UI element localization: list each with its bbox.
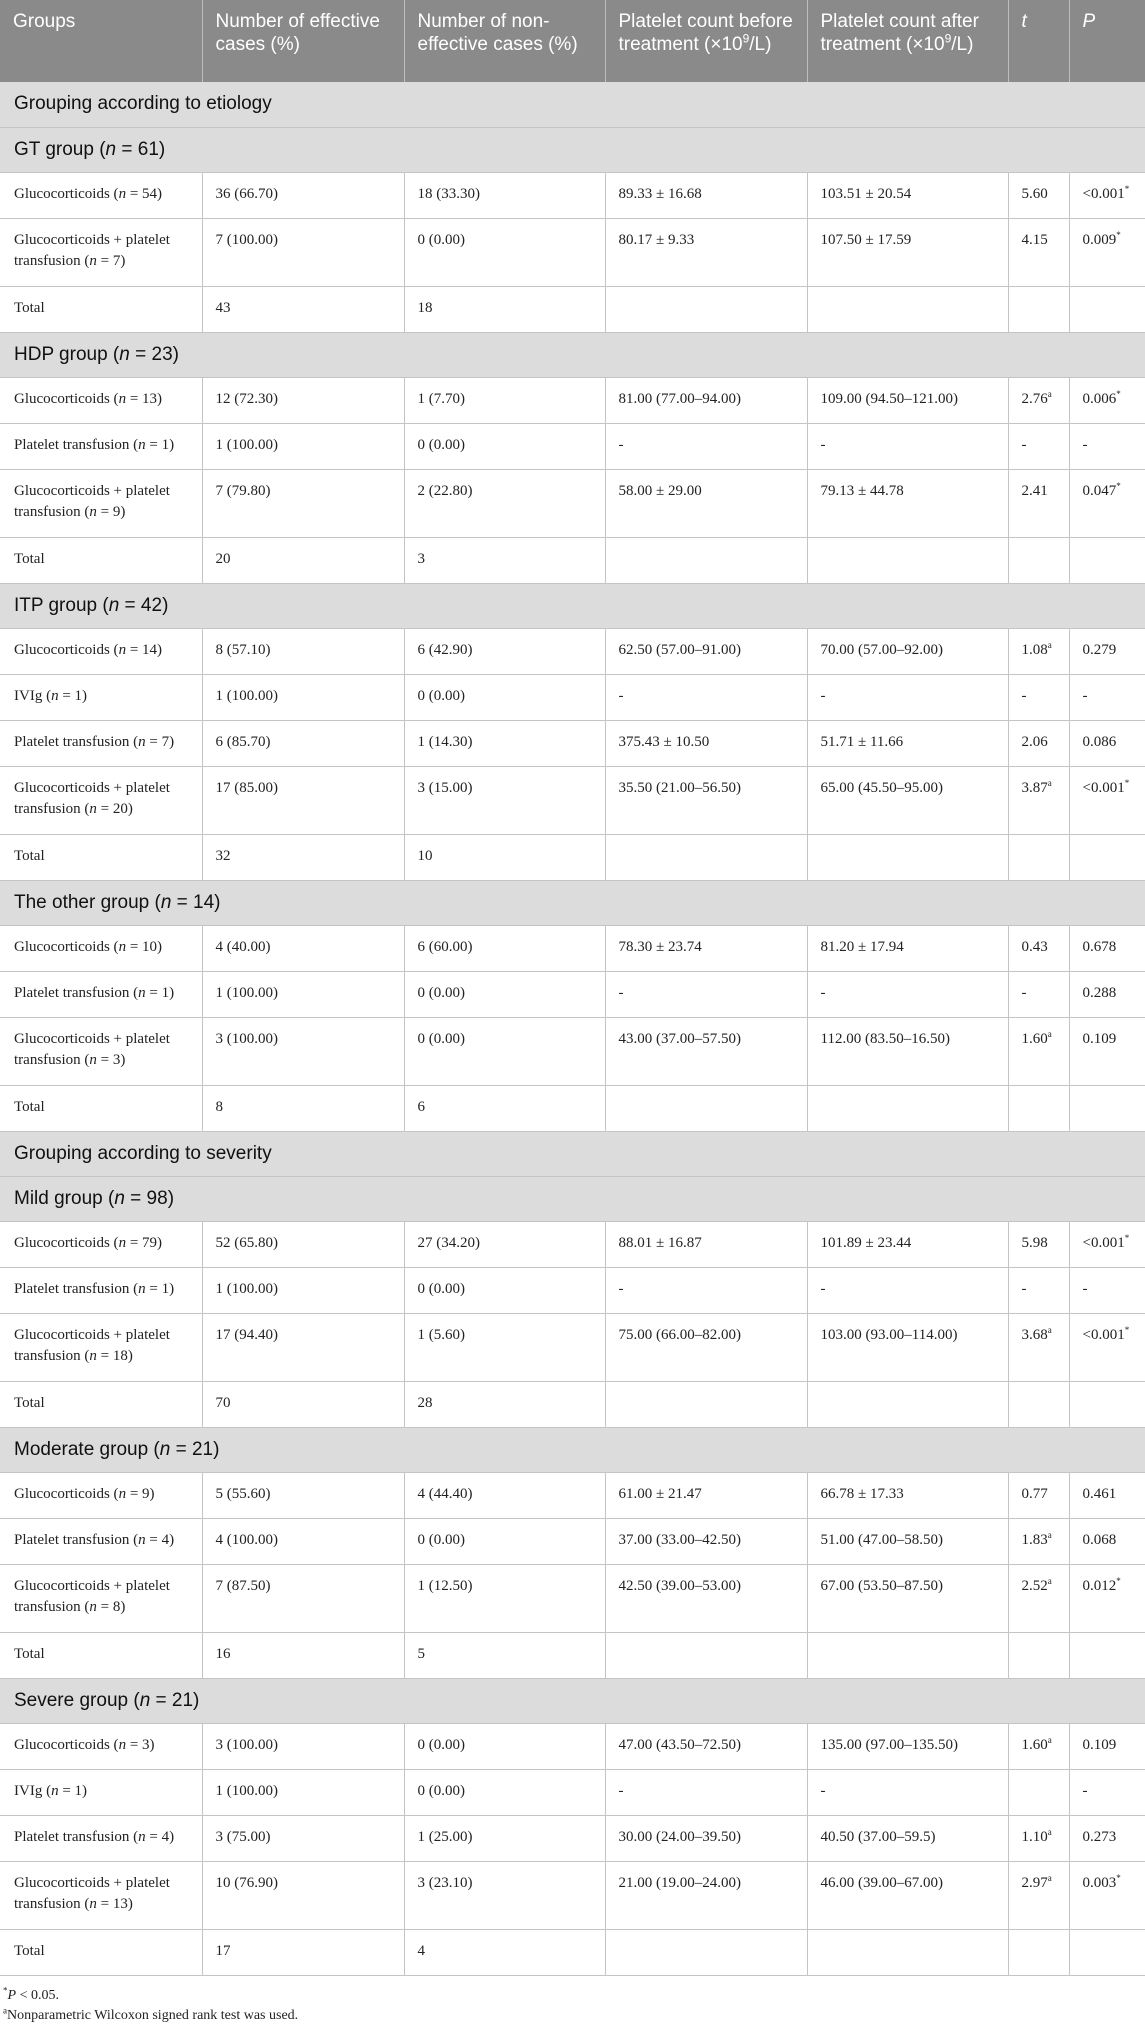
cell-noneffective: 0 (0.00) <box>404 1723 605 1769</box>
cell-t: 1.60$^a$ <box>1008 1017 1069 1085</box>
cell-p: 0.068 <box>1069 1518 1145 1564</box>
cell-p: <0.001* <box>1069 1221 1145 1267</box>
cell-p: - <box>1069 1267 1145 1313</box>
cell-t: - <box>1008 1267 1069 1313</box>
section-header-row <box>0 332 1145 377</box>
table-row <box>0 218 1145 286</box>
cell-noneffective: 18 <box>404 286 605 332</box>
cell-group: Glucocorticoids (n = 9) <box>0 1472 202 1518</box>
cell-after: 135.00 (97.00–135.50) <box>807 1723 1008 1769</box>
cell-before: 89.33 ± 16.68 <box>605 172 807 218</box>
cell-before <box>605 286 807 332</box>
cell-p: 0.273 <box>1069 1815 1145 1861</box>
footnote-wilcoxon: $^a$Nonparametric Wilcoxon signed rank test was used. <box>3 2004 299 2023</box>
table-header <box>0 0 1145 82</box>
table-row <box>0 1267 1145 1313</box>
table-row <box>0 377 1145 423</box>
cell-group: Platelet transfusion (n = 4) <box>0 1815 202 1861</box>
cell-noneffective: 0 (0.00) <box>404 1267 605 1313</box>
cell-effective: 3 (100.00) <box>202 1723 404 1769</box>
header-noneffective: Number of non-effective cases (%) <box>404 0 605 82</box>
cell-effective: 8 (57.10) <box>202 628 404 674</box>
cell-t: 1.08$^a$ <box>1008 628 1069 674</box>
header-before: Platelet count before treatment $(\times 10^9/L)$ <box>605 0 807 82</box>
cell-p: - <box>1069 423 1145 469</box>
cell-t: 3.87$^a$ <box>1008 766 1069 834</box>
cell-p: <0.001* <box>1069 766 1145 834</box>
table-row <box>0 1632 1145 1678</box>
table-row <box>0 834 1145 880</box>
cell-after: - <box>807 971 1008 1017</box>
cell-before: 375.43 ± 10.50 <box>605 720 807 766</box>
cell-noneffective: 0 (0.00) <box>404 971 605 1017</box>
cell-p: - <box>1069 1769 1145 1815</box>
cell-p: 0.006* <box>1069 377 1145 423</box>
cell-after <box>807 1929 1008 1975</box>
cell-noneffective: 27 (34.20) <box>404 1221 605 1267</box>
cell-noneffective: 0 (0.00) <box>404 218 605 286</box>
cell-effective: 4 (40.00) <box>202 925 404 971</box>
section-header-row <box>0 1427 1145 1472</box>
cell-before <box>605 834 807 880</box>
cell-p <box>1069 286 1145 332</box>
cell-group: Total <box>0 1381 202 1427</box>
table-row <box>0 720 1145 766</box>
table-row <box>0 469 1145 537</box>
cell-before: 37.00 (33.00–42.50) <box>605 1518 807 1564</box>
cell-effective: 17 <box>202 1929 404 1975</box>
cell-noneffective: 5 <box>404 1632 605 1678</box>
cell-t <box>1008 1085 1069 1131</box>
cell-group: Platelet transfusion (n = 7) <box>0 720 202 766</box>
cell-t: 1.83$^a$ <box>1008 1518 1069 1564</box>
table-body <box>0 82 1145 1975</box>
cell-after <box>807 1381 1008 1427</box>
table-row <box>0 1381 1145 1427</box>
table-row <box>0 766 1145 834</box>
cell-effective: 10 (76.90) <box>202 1861 404 1929</box>
cell-group: Glucocorticoids + platelet transfusion (n = 18) <box>0 1313 202 1381</box>
cell-t: 4.15 <box>1008 218 1069 286</box>
section-title: Mild group (n = 98) <box>0 1176 1145 1221</box>
cell-group: Total <box>0 1632 202 1678</box>
cell-before: 88.01 ± 16.87 <box>605 1221 807 1267</box>
cell-t <box>1008 834 1069 880</box>
cell-group: Total <box>0 286 202 332</box>
cell-effective: 1 (100.00) <box>202 971 404 1017</box>
section-title: Grouping according to etiology <box>0 82 1145 127</box>
cell-t: - <box>1008 423 1069 469</box>
cell-before: - <box>605 674 807 720</box>
cell-effective: 1 (100.00) <box>202 1267 404 1313</box>
table-row <box>0 1518 1145 1564</box>
table-row <box>0 1472 1145 1518</box>
cell-before: 80.17 ± 9.33 <box>605 218 807 286</box>
cell-p <box>1069 1381 1145 1427</box>
cell-effective: 7 (79.80) <box>202 469 404 537</box>
cell-noneffective: 1 (25.00) <box>404 1815 605 1861</box>
cell-p: 0.109 <box>1069 1017 1145 1085</box>
cell-group: Total <box>0 537 202 583</box>
table-row <box>0 1017 1145 1085</box>
cell-noneffective: 1 (14.30) <box>404 720 605 766</box>
cell-before <box>605 1929 807 1975</box>
cell-t: 2.06 <box>1008 720 1069 766</box>
cell-group: Platelet transfusion (n = 4) <box>0 1518 202 1564</box>
cell-t: 2.41 <box>1008 469 1069 537</box>
cell-p: 0.003* <box>1069 1861 1145 1929</box>
table-row <box>0 1929 1145 1975</box>
header-groups: Groups <box>0 0 202 82</box>
cell-t: 0.77 <box>1008 1472 1069 1518</box>
table-row <box>0 971 1145 1017</box>
cell-t <box>1008 286 1069 332</box>
cell-p: 0.086 <box>1069 720 1145 766</box>
cell-p <box>1069 1632 1145 1678</box>
cell-effective: 32 <box>202 834 404 880</box>
cell-t: 1.60$^a$ <box>1008 1723 1069 1769</box>
section-title: HDP group (n = 23) <box>0 332 1145 377</box>
cell-after: 70.00 (57.00–92.00) <box>807 628 1008 674</box>
cell-after: 79.13 ± 44.78 <box>807 469 1008 537</box>
section-title: Grouping according to severity <box>0 1131 1145 1176</box>
cell-before: 21.00 (19.00–24.00) <box>605 1861 807 1929</box>
cell-effective: 12 (72.30) <box>202 377 404 423</box>
cell-noneffective: 0 (0.00) <box>404 674 605 720</box>
cell-noneffective: 0 (0.00) <box>404 1017 605 1085</box>
cell-after <box>807 1085 1008 1131</box>
cell-after: 65.00 (45.50–95.00) <box>807 766 1008 834</box>
cell-t: - <box>1008 971 1069 1017</box>
section-header-row <box>0 1678 1145 1723</box>
cell-effective: 1 (100.00) <box>202 423 404 469</box>
section-header-row <box>0 1131 1145 1176</box>
cell-group: Glucocorticoids (n = 3) <box>0 1723 202 1769</box>
cell-group: Total <box>0 1929 202 1975</box>
table-row <box>0 925 1145 971</box>
table-row <box>0 1723 1145 1769</box>
cell-after: - <box>807 1267 1008 1313</box>
cell-t: 2.52$^a$ <box>1008 1564 1069 1632</box>
cell-after <box>807 537 1008 583</box>
cell-effective: 52 (65.80) <box>202 1221 404 1267</box>
cell-effective: 6 (85.70) <box>202 720 404 766</box>
table-row <box>0 423 1145 469</box>
header-p: P <box>1069 0 1145 82</box>
cell-after: 46.00 (39.00–67.00) <box>807 1861 1008 1929</box>
cell-group: Glucocorticoids (n = 79) <box>0 1221 202 1267</box>
cell-group: Total <box>0 1085 202 1131</box>
table-row <box>0 286 1145 332</box>
cell-group: Glucocorticoids (n = 54) <box>0 172 202 218</box>
cell-before <box>605 1381 807 1427</box>
table-row <box>0 1313 1145 1381</box>
section-title: Moderate group (n = 21) <box>0 1427 1145 1472</box>
cell-noneffective: 18 (33.30) <box>404 172 605 218</box>
cell-after: 103.51 ± 20.54 <box>807 172 1008 218</box>
cell-after: - <box>807 1769 1008 1815</box>
cell-p: 0.461 <box>1069 1472 1145 1518</box>
cell-p <box>1069 1085 1145 1131</box>
section-title: The other group (n = 14) <box>0 880 1145 925</box>
cell-noneffective: 4 (44.40) <box>404 1472 605 1518</box>
cell-group: Glucocorticoids + platelet transfusion (n = 7) <box>0 218 202 286</box>
cell-effective: 3 (75.00) <box>202 1815 404 1861</box>
cell-after: 51.71 ± 11.66 <box>807 720 1008 766</box>
footnote-significance: *P < 0.05. <box>3 1984 59 2003</box>
cell-p: 0.678 <box>1069 925 1145 971</box>
table-row <box>0 1861 1145 1929</box>
cell-after <box>807 834 1008 880</box>
section-title: Severe group (n = 21) <box>0 1678 1145 1723</box>
cell-noneffective: 28 <box>404 1381 605 1427</box>
cell-effective: 4 (100.00) <box>202 1518 404 1564</box>
cell-before: 81.00 (77.00–94.00) <box>605 377 807 423</box>
cell-effective: 36 (66.70) <box>202 172 404 218</box>
cell-noneffective: 6 (60.00) <box>404 925 605 971</box>
cell-noneffective: 2 (22.80) <box>404 469 605 537</box>
cell-noneffective: 0 (0.00) <box>404 1518 605 1564</box>
cell-t <box>1008 1381 1069 1427</box>
cell-effective: 3 (100.00) <box>202 1017 404 1085</box>
cell-after: 109.00 (94.50–121.00) <box>807 377 1008 423</box>
table-row <box>0 1564 1145 1632</box>
cell-p <box>1069 537 1145 583</box>
cell-group: Glucocorticoids + platelet transfusion (n = 13) <box>0 1861 202 1929</box>
cell-after <box>807 1632 1008 1678</box>
section-header-row <box>0 127 1145 172</box>
cell-after: 101.89 ± 23.44 <box>807 1221 1008 1267</box>
cell-group: Glucocorticoids + platelet transfusion (n = 8) <box>0 1564 202 1632</box>
table-row <box>0 674 1145 720</box>
cell-noneffective: 3 (23.10) <box>404 1861 605 1929</box>
cell-before: 42.50 (39.00–53.00) <box>605 1564 807 1632</box>
cell-p: 0.009* <box>1069 218 1145 286</box>
cell-after: 81.20 ± 17.94 <box>807 925 1008 971</box>
cell-noneffective: 4 <box>404 1929 605 1975</box>
cell-noneffective: 6 (42.90) <box>404 628 605 674</box>
cell-t: 2.97$^a$ <box>1008 1861 1069 1929</box>
cell-t <box>1008 537 1069 583</box>
cell-group: Glucocorticoids + platelet transfusion (n = 3) <box>0 1017 202 1085</box>
cell-effective: 7 (87.50) <box>202 1564 404 1632</box>
cell-before: 75.00 (66.00–82.00) <box>605 1313 807 1381</box>
cell-after: 67.00 (53.50–87.50) <box>807 1564 1008 1632</box>
cell-before: - <box>605 1267 807 1313</box>
section-title: ITP group (n = 42) <box>0 583 1145 628</box>
cell-p: - <box>1069 674 1145 720</box>
cell-after: - <box>807 423 1008 469</box>
cell-p: 0.047* <box>1069 469 1145 537</box>
cell-group: Total <box>0 834 202 880</box>
cell-p: 0.012* <box>1069 1564 1145 1632</box>
cell-before: - <box>605 971 807 1017</box>
cell-effective: 16 <box>202 1632 404 1678</box>
header-after: Platelet count after treatment $(\times 10^9/L)$ <box>807 0 1008 82</box>
header-effective: Number of effective cases (%) <box>202 0 404 82</box>
cell-noneffective: 6 <box>404 1085 605 1131</box>
cell-t: 5.60 <box>1008 172 1069 218</box>
cell-after: 107.50 ± 17.59 <box>807 218 1008 286</box>
cell-noneffective: 3 (15.00) <box>404 766 605 834</box>
cell-before: 43.00 (37.00–57.50) <box>605 1017 807 1085</box>
header-t: t <box>1008 0 1069 82</box>
cell-effective: 70 <box>202 1381 404 1427</box>
section-header-row <box>0 880 1145 925</box>
cell-p: 0.288 <box>1069 971 1145 1017</box>
table-row <box>0 1085 1145 1131</box>
cell-effective: 1 (100.00) <box>202 1769 404 1815</box>
section-header-row <box>0 1176 1145 1221</box>
cell-after: 40.50 (37.00–59.5) <box>807 1815 1008 1861</box>
cell-effective: 17 (85.00) <box>202 766 404 834</box>
cell-noneffective: 1 (5.60) <box>404 1313 605 1381</box>
cell-group: Platelet transfusion (n = 1) <box>0 1267 202 1313</box>
cell-effective: 1 (100.00) <box>202 674 404 720</box>
table-row <box>0 628 1145 674</box>
cell-noneffective: 0 (0.00) <box>404 1769 605 1815</box>
cell-t: 0.43 <box>1008 925 1069 971</box>
cell-effective: 43 <box>202 286 404 332</box>
cell-t: 1.10$^a$ <box>1008 1815 1069 1861</box>
cell-before: - <box>605 1769 807 1815</box>
cell-p <box>1069 834 1145 880</box>
cell-p: 0.279 <box>1069 628 1145 674</box>
cell-effective: 20 <box>202 537 404 583</box>
cell-before: 78.30 ± 23.74 <box>605 925 807 971</box>
cell-noneffective: 1 (12.50) <box>404 1564 605 1632</box>
cell-group: Glucocorticoids (n = 14) <box>0 628 202 674</box>
cell-group: Glucocorticoids + platelet transfusion (n = 9) <box>0 469 202 537</box>
cell-before: 47.00 (43.50–72.50) <box>605 1723 807 1769</box>
cell-after: 103.00 (93.00–114.00) <box>807 1313 1008 1381</box>
cell-noneffective: 1 (7.70) <box>404 377 605 423</box>
cell-before <box>605 1085 807 1131</box>
cell-t <box>1008 1929 1069 1975</box>
cell-group: Glucocorticoids (n = 10) <box>0 925 202 971</box>
cell-group: Glucocorticoids (n = 13) <box>0 377 202 423</box>
cell-t: - <box>1008 674 1069 720</box>
cell-t: 2.76$^a$ <box>1008 377 1069 423</box>
cell-after: 51.00 (47.00–58.50) <box>807 1518 1008 1564</box>
cell-before <box>605 537 807 583</box>
cell-group: Platelet transfusion (n = 1) <box>0 423 202 469</box>
cell-noneffective: 3 <box>404 537 605 583</box>
cell-effective: 5 (55.60) <box>202 1472 404 1518</box>
section-header-row <box>0 82 1145 127</box>
cell-effective: 7 (100.00) <box>202 218 404 286</box>
table-row <box>0 1769 1145 1815</box>
cell-noneffective: 10 <box>404 834 605 880</box>
footnotes <box>0 1976 1145 2026</box>
cell-t: 3.68$^a$ <box>1008 1313 1069 1381</box>
cell-before: - <box>605 423 807 469</box>
table-row <box>0 1815 1145 1861</box>
table-row <box>0 1221 1145 1267</box>
cell-before: 30.00 (24.00–39.50) <box>605 1815 807 1861</box>
cell-p: <0.001* <box>1069 172 1145 218</box>
cell-after: - <box>807 674 1008 720</box>
cell-p <box>1069 1929 1145 1975</box>
cell-after: 66.78 ± 17.33 <box>807 1472 1008 1518</box>
cell-group: IVIg (n = 1) <box>0 1769 202 1815</box>
cell-before: 35.50 (21.00–56.50) <box>605 766 807 834</box>
cell-after <box>807 286 1008 332</box>
cell-noneffective: 0 (0.00) <box>404 423 605 469</box>
section-title: GT group (n = 61) <box>0 127 1145 172</box>
cell-t: 5.98 <box>1008 1221 1069 1267</box>
cell-p: 0.109 <box>1069 1723 1145 1769</box>
cell-after: 112.00 (83.50–16.50) <box>807 1017 1008 1085</box>
cell-effective: 17 (94.40) <box>202 1313 404 1381</box>
cell-before: 61.00 ± 21.47 <box>605 1472 807 1518</box>
cell-t <box>1008 1769 1069 1815</box>
cell-group: Platelet transfusion (n = 1) <box>0 971 202 1017</box>
cell-effective: 8 <box>202 1085 404 1131</box>
cell-before: 62.50 (57.00–91.00) <box>605 628 807 674</box>
table-row <box>0 172 1145 218</box>
cell-group: Glucocorticoids + platelet transfusion (n = 20) <box>0 766 202 834</box>
cell-p: <0.001* <box>1069 1313 1145 1381</box>
table-row <box>0 537 1145 583</box>
cell-group: IVIg (n = 1) <box>0 674 202 720</box>
section-header-row <box>0 583 1145 628</box>
cell-before <box>605 1632 807 1678</box>
cell-before: 58.00 ± 29.00 <box>605 469 807 537</box>
cell-t <box>1008 1632 1069 1678</box>
